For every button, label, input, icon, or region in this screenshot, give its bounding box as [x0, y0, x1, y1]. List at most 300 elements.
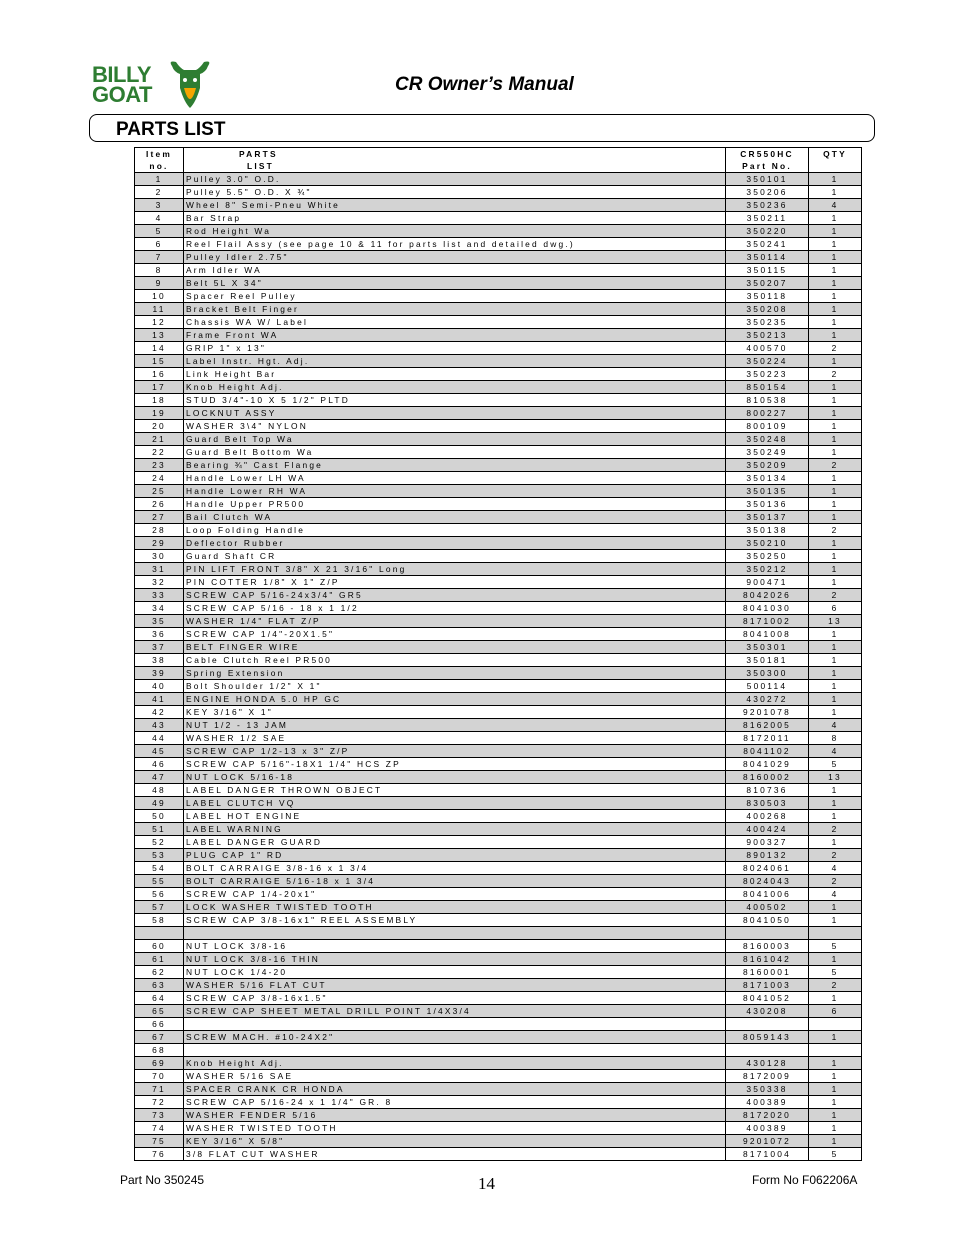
- part-description: Knob Height Adj.: [184, 1057, 726, 1070]
- part-number: 350181: [726, 654, 809, 667]
- quantity: 1: [809, 264, 862, 277]
- part-number: 8041029: [726, 758, 809, 771]
- table-row: [135, 1070, 862, 1083]
- part-number: 8172011: [726, 732, 809, 745]
- quantity: 1: [809, 446, 862, 459]
- item-number: 57: [135, 901, 184, 914]
- table-row: [135, 1018, 862, 1031]
- quantity: 1: [809, 706, 862, 719]
- table-row: [135, 914, 862, 927]
- header-parts: PARTS: [184, 148, 726, 161]
- table-row: [135, 680, 862, 693]
- part-number: 800109: [726, 420, 809, 433]
- quantity: 1: [809, 472, 862, 485]
- table-row: [135, 706, 862, 719]
- table-row: [135, 784, 862, 797]
- item-number: 19: [135, 407, 184, 420]
- part-number: 400268: [726, 810, 809, 823]
- item-number: 41: [135, 693, 184, 706]
- part-description: NUT LOCK 5/16-18: [184, 771, 726, 784]
- part-number: 400424: [726, 823, 809, 836]
- table-row: [135, 1135, 862, 1148]
- part-description: Guard Shaft CR: [184, 550, 726, 563]
- billy-goat-logo: [92, 58, 220, 114]
- item-number: 25: [135, 485, 184, 498]
- quantity: 1: [809, 498, 862, 511]
- part-number: 900471: [726, 576, 809, 589]
- table-row: [135, 1096, 862, 1109]
- part-number: 350114: [726, 251, 809, 264]
- item-number: 17: [135, 381, 184, 394]
- table-row: [135, 368, 862, 381]
- quantity: 1: [809, 511, 862, 524]
- table-row: [135, 901, 862, 914]
- quantity: 2: [809, 342, 862, 355]
- part-description: NUT LOCK 1/4-20: [184, 966, 726, 979]
- part-description: STUD 3/4"-10 X 5 1/2" PLTD: [184, 394, 726, 407]
- item-number: 62: [135, 966, 184, 979]
- part-number: 430128: [726, 1057, 809, 1070]
- table-row: [135, 732, 862, 745]
- part-number: 8042026: [726, 589, 809, 602]
- item-number: 46: [135, 758, 184, 771]
- item-number: 64: [135, 992, 184, 1005]
- quantity: 2: [809, 979, 862, 992]
- part-description: NUT LOCK 3/8-16 THIN: [184, 953, 726, 966]
- part-description: WASHER 3\4" NYLON: [184, 420, 726, 433]
- part-number: 350210: [726, 537, 809, 550]
- part-description: SCREW CAP SHEET METAL DRILL POINT 1/4X3/4: [184, 1005, 726, 1018]
- footer-part-no: Part No 350245: [120, 1173, 205, 1187]
- part-number: 8041050: [726, 914, 809, 927]
- item-number: 54: [135, 862, 184, 875]
- item-number: 44: [135, 732, 184, 745]
- part-number: 400570: [726, 342, 809, 355]
- part-description: SCREW MACH. #10-24X2": [184, 1031, 726, 1044]
- goat-head-logo-icon: [166, 58, 214, 112]
- table-row: [135, 979, 862, 992]
- item-number: 61: [135, 953, 184, 966]
- part-number: 350220: [726, 225, 809, 238]
- item-number: 73: [135, 1109, 184, 1122]
- table-row: [135, 823, 862, 836]
- quantity: 1: [809, 576, 862, 589]
- table-row: [135, 745, 862, 758]
- part-description: Chassis WA W/ Label: [184, 316, 726, 329]
- quantity: 1: [809, 1083, 862, 1096]
- quantity: 2: [809, 524, 862, 537]
- part-number: 350224: [726, 355, 809, 368]
- quantity: 1: [809, 394, 862, 407]
- table-row: [135, 264, 862, 277]
- item-number: 72: [135, 1096, 184, 1109]
- part-description: WASHER TWISTED TOOTH: [184, 1122, 726, 1135]
- item-number: 11: [135, 303, 184, 316]
- part-number: 350301: [726, 641, 809, 654]
- part-description: BELT FINGER WIRE: [184, 641, 726, 654]
- item-number: 60: [135, 940, 184, 953]
- item-number: 68: [135, 1044, 184, 1057]
- quantity: 1: [809, 641, 862, 654]
- page-number: 14: [478, 1174, 495, 1193]
- quantity: 4: [809, 719, 862, 732]
- quantity: 1: [809, 316, 862, 329]
- item-number: 75: [135, 1135, 184, 1148]
- quantity: 1: [809, 290, 862, 303]
- table-row: [135, 719, 862, 732]
- table-row: [135, 277, 862, 290]
- part-number: 400389: [726, 1096, 809, 1109]
- item-number: 69: [135, 1057, 184, 1070]
- part-description: LOCKNUT ASSY: [184, 407, 726, 420]
- part-number: 350211: [726, 212, 809, 225]
- part-description: NUT LOCK 3/8-16: [184, 940, 726, 953]
- quantity: 5: [809, 940, 862, 953]
- part-number: 400389: [726, 1122, 809, 1135]
- table-row: [135, 654, 862, 667]
- quantity: 5: [809, 1148, 862, 1161]
- quantity: 1: [809, 628, 862, 641]
- table-row: [135, 394, 862, 407]
- table-row: [135, 940, 862, 953]
- item-number: 56: [135, 888, 184, 901]
- logo-line-1: BILLY: [92, 62, 152, 87]
- table-row: [135, 628, 862, 641]
- item-number: 30: [135, 550, 184, 563]
- part-number: 830503: [726, 797, 809, 810]
- quantity: 1: [809, 901, 862, 914]
- part-description: SCREW CAP 3/8-16x1.5": [184, 992, 726, 1005]
- part-description: Spring Extension: [184, 667, 726, 680]
- part-number: 8024043: [726, 875, 809, 888]
- quantity: 1: [809, 251, 862, 264]
- part-number: 350338: [726, 1083, 809, 1096]
- part-description: SCREW CAP 5/16-24x3/4" GR5: [184, 589, 726, 602]
- part-description: LABEL DANGER THROWN OBJECT: [184, 784, 726, 797]
- quantity: 1: [809, 485, 862, 498]
- parts-table: [134, 147, 862, 1161]
- part-description: Handle Lower LH WA: [184, 472, 726, 485]
- item-number: 23: [135, 459, 184, 472]
- table-row: [135, 485, 862, 498]
- quantity: 1: [809, 680, 862, 693]
- table-row: [135, 199, 862, 212]
- table-row: [135, 212, 862, 225]
- part-number: 350135: [726, 485, 809, 498]
- item-number: 6: [135, 238, 184, 251]
- part-description: Belt 5L X 34": [184, 277, 726, 290]
- part-description: [184, 1044, 726, 1057]
- quantity: 1: [809, 1122, 862, 1135]
- item-number: 24: [135, 472, 184, 485]
- table-row: [135, 433, 862, 446]
- part-number: 8059143: [726, 1031, 809, 1044]
- part-description: SCREW CAP 5/16 - 18 x 1 1/2: [184, 602, 726, 615]
- part-description: Guard Belt Bottom Wa: [184, 446, 726, 459]
- part-description: Spacer Reel Pulley: [184, 290, 726, 303]
- item-number: 8: [135, 264, 184, 277]
- part-number: 9201072: [726, 1135, 809, 1148]
- item-number: 48: [135, 784, 184, 797]
- item-number: 12: [135, 316, 184, 329]
- item-number: 58: [135, 914, 184, 927]
- part-description: Bail Clutch WA: [184, 511, 726, 524]
- part-number: 8160001: [726, 966, 809, 979]
- item-number: 76: [135, 1148, 184, 1161]
- table-row: [135, 173, 862, 186]
- table-row: [135, 810, 862, 823]
- item-number: 50: [135, 810, 184, 823]
- part-number: 350212: [726, 563, 809, 576]
- part-number: 800227: [726, 407, 809, 420]
- item-number: 37: [135, 641, 184, 654]
- part-description: SPACER CRANK CR HONDA: [184, 1083, 726, 1096]
- table-row: [135, 186, 862, 199]
- table-row: [135, 1122, 862, 1135]
- part-description: LABEL DANGER GUARD: [184, 836, 726, 849]
- quantity: 4: [809, 199, 862, 212]
- quantity: 1: [809, 225, 862, 238]
- table-row: [135, 875, 862, 888]
- part-description: SCREW CAP 3/8-16x1" REEL ASSEMBLY: [184, 914, 726, 927]
- item-number: 67: [135, 1031, 184, 1044]
- item-number: 39: [135, 667, 184, 680]
- part-description: Handle Lower RH WA: [184, 485, 726, 498]
- table-row: [135, 238, 862, 251]
- item-number: 21: [135, 433, 184, 446]
- part-number: 400502: [726, 901, 809, 914]
- quantity: 1: [809, 420, 862, 433]
- quantity: 1: [809, 784, 862, 797]
- item-number: 9: [135, 277, 184, 290]
- table-header-row-2: [135, 160, 862, 173]
- quantity: [809, 927, 862, 940]
- table-header-row: [135, 148, 862, 161]
- item-number: 15: [135, 355, 184, 368]
- quantity: 2: [809, 875, 862, 888]
- item-number: 16: [135, 368, 184, 381]
- item-number: 3: [135, 199, 184, 212]
- part-description: Loop Folding Handle: [184, 524, 726, 537]
- part-number: 350138: [726, 524, 809, 537]
- item-number: [135, 927, 184, 940]
- item-number: 7: [135, 251, 184, 264]
- table-row: [135, 550, 862, 563]
- item-number: 29: [135, 537, 184, 550]
- part-number: 350115: [726, 264, 809, 277]
- table-row: [135, 589, 862, 602]
- part-number: 8041102: [726, 745, 809, 758]
- part-description: ENGINE HONDA 5.0 HP GC: [184, 693, 726, 706]
- quantity: 5: [809, 758, 862, 771]
- part-number: 350213: [726, 329, 809, 342]
- part-number: [726, 1018, 809, 1031]
- item-number: 49: [135, 797, 184, 810]
- part-number: 350300: [726, 667, 809, 680]
- part-number: 8171002: [726, 615, 809, 628]
- part-description: KEY 3/16" X 1": [184, 706, 726, 719]
- part-description: 3/8 FLAT CUT WASHER: [184, 1148, 726, 1161]
- quantity: 1: [809, 186, 862, 199]
- part-description: Bar Strap: [184, 212, 726, 225]
- table-row: [135, 563, 862, 576]
- item-number: 74: [135, 1122, 184, 1135]
- table-row: [135, 524, 862, 537]
- table-row: [135, 355, 862, 368]
- quantity: 6: [809, 602, 862, 615]
- part-description: PIN COTTER 1/8" X 1" Z/P: [184, 576, 726, 589]
- item-number: 34: [135, 602, 184, 615]
- part-number: 350118: [726, 290, 809, 303]
- quantity: 1: [809, 303, 862, 316]
- part-number: 350134: [726, 472, 809, 485]
- part-description: SCREW CAP 1/2-13 x 3" Z/P: [184, 745, 726, 758]
- table-row: [135, 290, 862, 303]
- item-number: 22: [135, 446, 184, 459]
- quantity: 1: [809, 277, 862, 290]
- part-description: WASHER 5/16 FLAT CUT: [184, 979, 726, 992]
- table-row: [135, 407, 862, 420]
- item-number: 10: [135, 290, 184, 303]
- part-number: 350248: [726, 433, 809, 446]
- parts-table-body: [135, 173, 862, 1161]
- table-row: [135, 602, 862, 615]
- part-description: LABEL HOT ENGINE: [184, 810, 726, 823]
- item-number: 43: [135, 719, 184, 732]
- table-row: [135, 758, 862, 771]
- quantity: 2: [809, 368, 862, 381]
- table-row: [135, 927, 862, 940]
- manual-title: CR Owner’s Manual: [395, 74, 574, 95]
- table-row: [135, 797, 862, 810]
- table-row: [135, 459, 862, 472]
- section-title: PARTS LIST: [116, 119, 226, 140]
- quantity: 1: [809, 433, 862, 446]
- header-model: CR550HC: [726, 148, 809, 161]
- quantity: 2: [809, 589, 862, 602]
- part-description: Deflector Rubber: [184, 537, 726, 550]
- table-row: [135, 316, 862, 329]
- quantity: 2: [809, 849, 862, 862]
- item-number: 13: [135, 329, 184, 342]
- item-number: 55: [135, 875, 184, 888]
- quantity: 1: [809, 667, 862, 680]
- table-row: [135, 849, 862, 862]
- quantity: 1: [809, 914, 862, 927]
- header-part-no: Part No.: [726, 160, 809, 173]
- part-number: 890132: [726, 849, 809, 862]
- table-row: [135, 693, 862, 706]
- part-description: Wheel 8" Semi-Pneu White: [184, 199, 726, 212]
- part-number: 500114: [726, 680, 809, 693]
- part-description: Bolt Shoulder 1/2" X 1": [184, 680, 726, 693]
- part-number: 8171004: [726, 1148, 809, 1161]
- quantity: 5: [809, 966, 862, 979]
- table-row: [135, 576, 862, 589]
- quantity: 13: [809, 615, 862, 628]
- part-number: 350235: [726, 316, 809, 329]
- part-number: 8024061: [726, 862, 809, 875]
- part-number: 350208: [726, 303, 809, 316]
- item-number: 65: [135, 1005, 184, 1018]
- part-description: Arm Idler WA: [184, 264, 726, 277]
- table-row: [135, 511, 862, 524]
- quantity: 2: [809, 459, 862, 472]
- table-row: [135, 641, 862, 654]
- quantity: 1: [809, 407, 862, 420]
- part-number: 8041008: [726, 628, 809, 641]
- table-row: [135, 1044, 862, 1057]
- quantity: 1: [809, 355, 862, 368]
- header-qty: QTY: [809, 148, 862, 161]
- table-row: [135, 966, 862, 979]
- part-number: 350236: [726, 199, 809, 212]
- item-number: 53: [135, 849, 184, 862]
- item-number: 63: [135, 979, 184, 992]
- header-list: LIST: [184, 160, 726, 173]
- part-description: LABEL WARNING: [184, 823, 726, 836]
- footer-form-no: Form No F062206A: [752, 1173, 858, 1187]
- item-number: 40: [135, 680, 184, 693]
- table-row: [135, 498, 862, 511]
- quantity: 1: [809, 836, 862, 849]
- item-number: 18: [135, 394, 184, 407]
- item-number: 32: [135, 576, 184, 589]
- item-number: 52: [135, 836, 184, 849]
- quantity: 1: [809, 173, 862, 186]
- part-number: 350101: [726, 173, 809, 186]
- item-number: 27: [135, 511, 184, 524]
- table-row: [135, 225, 862, 238]
- part-description: Pulley 5.5" O.D. X ¾": [184, 186, 726, 199]
- part-description: SCREW CAP 5/16"-18X1 1/4" HCS ZP: [184, 758, 726, 771]
- quantity: 1: [809, 953, 862, 966]
- part-description: PLUG CAP 1" RD: [184, 849, 726, 862]
- item-number: 31: [135, 563, 184, 576]
- table-row: [135, 329, 862, 342]
- quantity: 4: [809, 888, 862, 901]
- part-number: 900327: [726, 836, 809, 849]
- part-number: [726, 1044, 809, 1057]
- part-number: 8161042: [726, 953, 809, 966]
- quantity: 1: [809, 1057, 862, 1070]
- part-number: 8041030: [726, 602, 809, 615]
- table-row: [135, 1031, 862, 1044]
- part-description: BOLT CARRAIGE 3/8-16 x 1 3/4: [184, 862, 726, 875]
- part-number: 8041052: [726, 992, 809, 1005]
- item-number: 20: [135, 420, 184, 433]
- item-number: 33: [135, 589, 184, 602]
- part-number: 8160003: [726, 940, 809, 953]
- item-number: 28: [135, 524, 184, 537]
- quantity: 1: [809, 537, 862, 550]
- item-number: 71: [135, 1083, 184, 1096]
- part-description: KEY 3/16" X 5/8": [184, 1135, 726, 1148]
- table-row: [135, 1083, 862, 1096]
- quantity: 4: [809, 862, 862, 875]
- item-number: 66: [135, 1018, 184, 1031]
- part-number: 8162005: [726, 719, 809, 732]
- part-description: Frame Front WA: [184, 329, 726, 342]
- table-row: [135, 472, 862, 485]
- quantity: 1: [809, 797, 862, 810]
- quantity: 1: [809, 1135, 862, 1148]
- table-row: [135, 615, 862, 628]
- table-row: [135, 537, 862, 550]
- quantity: 8: [809, 732, 862, 745]
- quantity: [809, 1018, 862, 1031]
- header-qty-blank: [809, 160, 862, 173]
